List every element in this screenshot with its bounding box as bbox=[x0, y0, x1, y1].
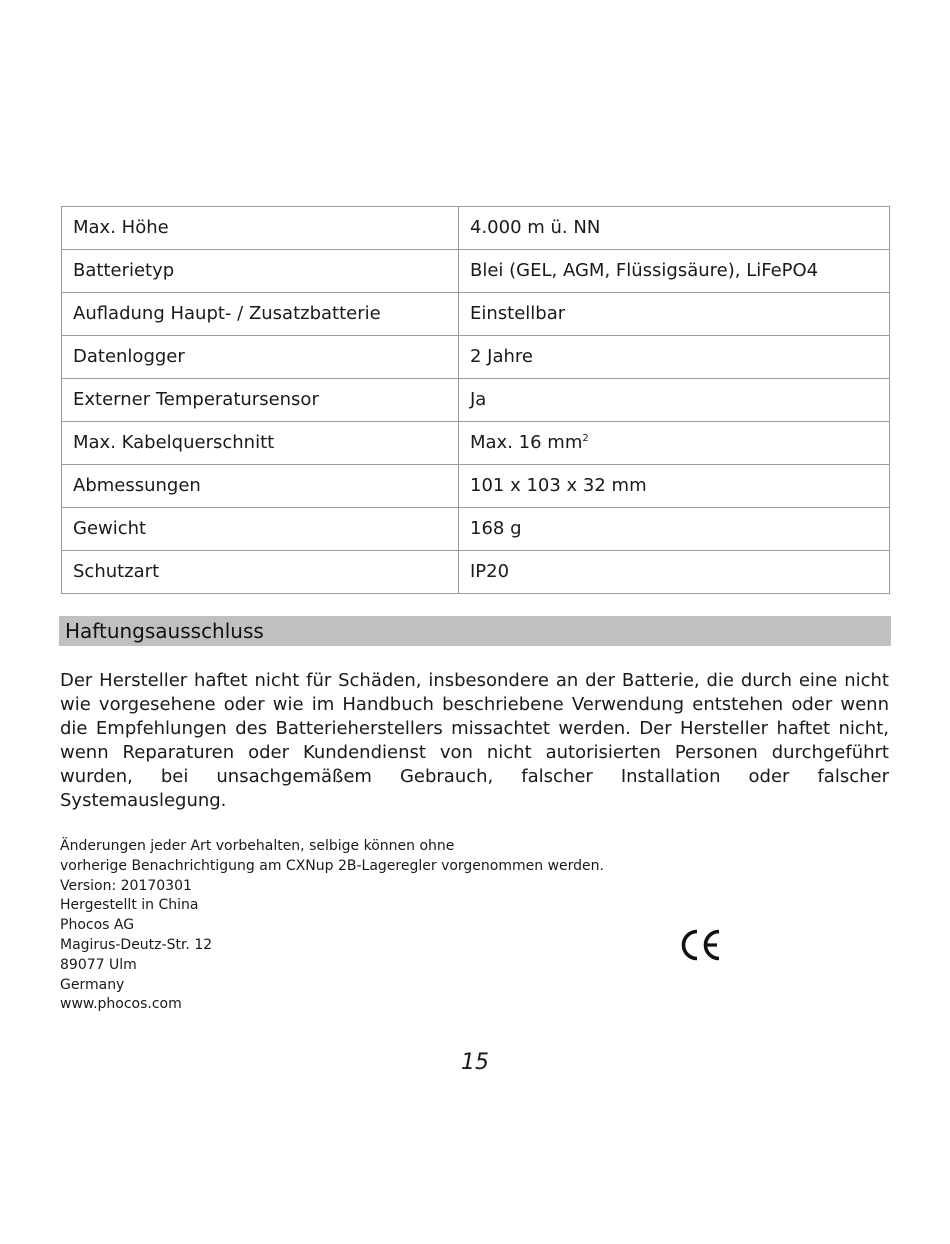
spec-label: Max. Höhe bbox=[62, 207, 459, 250]
table-row bbox=[62, 379, 890, 422]
spec-label: Aufladung Haupt- / Zusatzbatterie bbox=[62, 293, 459, 336]
spec-value: 101 x 103 x 32 mm bbox=[459, 465, 890, 508]
footer-line: Hergestellt in China bbox=[60, 897, 199, 914]
footer-line: Germany bbox=[60, 976, 125, 993]
table-row bbox=[62, 336, 890, 379]
table-row bbox=[62, 551, 890, 594]
spec-value: Ja bbox=[459, 379, 890, 422]
table-row bbox=[62, 293, 890, 336]
footer-line: Version: 20170301 bbox=[60, 877, 192, 894]
spec-label: Abmessungen bbox=[62, 465, 459, 508]
footer-line: Phocos AG bbox=[60, 917, 135, 934]
table-row bbox=[62, 508, 890, 551]
spec-label: Datenlogger bbox=[62, 336, 459, 379]
spec-value: 168 g bbox=[459, 508, 890, 551]
footer-line: Änderungen jeder Art vorbehalten, selbige können ohne bbox=[60, 838, 455, 854]
section-heading: Haftungsausschluss bbox=[59, 616, 891, 646]
spec-table bbox=[61, 206, 890, 594]
ce-mark-icon bbox=[680, 928, 722, 962]
spec-value: Blei (GEL, AGM, Flüssigsäure), LiFePO4 bbox=[459, 250, 890, 293]
spec-label: Max. Kabelquerschnitt bbox=[62, 422, 459, 465]
disclaimer-paragraph: Der Hersteller haftet nicht für Schäden, insbesondere an der Batterie, die durch eine nicht wie vorgesehene oder wie im Handbuch beschriebene Verwendung entstehen oder wenn die Empfehlungen des Batterieherstellers missachtet werden. Der Hersteller haftet nicht, wenn Reparaturen oder Kundendienst von nicht autorisierten Personen durchgeführt wurden, bei unsachgemäßem Gebrauch, falscher Installation oder falscher Systemauslegung. bbox=[60, 670, 889, 811]
spec-value-text: Max. 16 mm bbox=[470, 432, 583, 453]
page-number: 15 bbox=[461, 1050, 489, 1075]
spec-value bbox=[459, 422, 890, 465]
spec-value: Einstellbar bbox=[459, 293, 890, 336]
table-row bbox=[62, 250, 890, 293]
footer-line: www.phocos.com bbox=[60, 996, 182, 1013]
spec-label: Batterietyp bbox=[62, 250, 459, 293]
footer-info bbox=[60, 837, 604, 1015]
spec-value: 4.000 m ü. NN bbox=[459, 207, 890, 250]
spec-value: IP20 bbox=[459, 551, 890, 594]
table-row bbox=[62, 422, 890, 465]
spec-label: Gewicht bbox=[62, 508, 459, 551]
spec-label: Schutzart bbox=[62, 551, 459, 594]
spec-value: 2 Jahre bbox=[459, 336, 890, 379]
table-row bbox=[62, 465, 890, 508]
table-row bbox=[62, 207, 890, 250]
superscript: 2 bbox=[582, 433, 589, 444]
spec-label: Externer Temperatursensor bbox=[62, 379, 459, 422]
footer-line: Magirus-Deutz-Str. 12 bbox=[60, 936, 213, 953]
footer-line: 89077 Ulm bbox=[60, 956, 137, 973]
footer-line: vorherige Benachrichtigung am CXNup 2B-Lageregler vorgenommen werden. bbox=[60, 857, 604, 874]
